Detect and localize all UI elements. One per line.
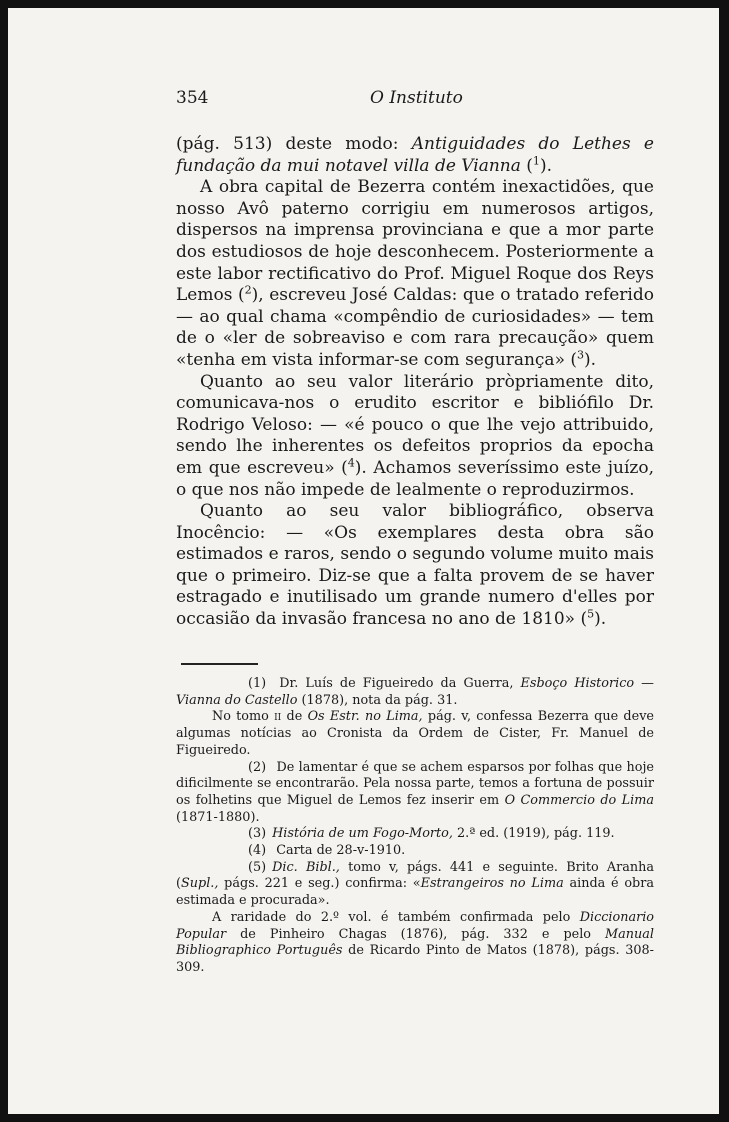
footnote-number: (1)	[248, 676, 267, 691]
footnote-number: (5)	[248, 859, 267, 875]
cited-title: Antiguidades do Lethes e fundação da mui notavel villa de Vianna	[176, 134, 654, 176]
footnote-ref: 5	[587, 607, 595, 621]
paragraph-3: Quanto ao seu valor literário pròpriamente dito, comunicava-nos o erudito escritor e bibliófilo Dr. Rodrigo Veloso: — «é pouco o que lhe vejo attribuido, sendo lhe inherentes os defeitos proprios da epocha em que escreveu» ($^4$). Achamos severíssimo este juízo, o que nos não impede de lealmente o reproduzirmos.	[176, 371, 654, 500]
footnote-number: (3)	[248, 826, 267, 842]
footnote-divider	[181, 663, 258, 665]
footnote-1: (1) Dr. Luís de Figueiredo da Guerra, Esboço Historico — Vianna do Castello (1878), nota da pág. 31.	[176, 676, 654, 708]
footnote-number: (2)	[248, 759, 267, 775]
footnote-4: (4) Carta de 28-v-1910.	[176, 843, 654, 860]
footnote-5: (5) Dic. Bibl., tomo v, págs. 441 e seguinte. Brito Aranha (Supl., págs. 221 e seg.) confirma: «Estrangeiros no Lima ainda é obra estimada e procurada».	[176, 859, 654, 909]
footnote-2: (2) De lamentar é que se achem esparsos por folhas que hoje dificilmente se encontrarão. Pela nossa parte, temos a fortuna de possuir os folhetins que Miguel de Lemos fez inserir em O Commercio do Lima (1871-1880).	[176, 759, 654, 825]
footnote-ref: 4	[347, 456, 355, 470]
footnote-1-continued: No tomo ii de Os Estr. no Lima, pág. v, confessa Bezerra que deve algumas notícias ao Cronista da Ordem de Cister, Fr. Manuel de Figueiredo.	[176, 709, 654, 758]
footnote-number: (4)	[248, 843, 267, 859]
page-header	[8, 88, 719, 118]
running-title: O Instituto	[370, 88, 463, 108]
book-page	[8, 8, 719, 1114]
paragraph-1: (pág. 513) deste modo: Antiguidades do Lethes e fundação da mui notavel villa de Vianna ($^1$).	[176, 134, 654, 176]
footnote-3: (3) História de um Fogo-Morto, 2.ª ed. (1919), pág. 119.	[176, 826, 654, 843]
footnote-ref: 1	[532, 153, 540, 167]
main-text	[176, 134, 654, 631]
page-number: 354	[176, 88, 209, 108]
paragraph-4: Quanto ao seu valor bibliográfico, observa Inocêncio: — «Os exemplares desta obra são estimados e raros, sendo o segundo volume muito mais que o primeiro. Diz-se que a falta provem de se haver estragado e inutilisado um grande numero d'elles por occasião da invasão francesa no ano de 1810» ($^5$).	[176, 501, 654, 630]
footnote-ref: 3	[577, 348, 585, 362]
footnote-5-continued: A raridade do 2.º vol. é também confirmada pelo Diccionario Popular de Pinheiro Chagas (1876), pág. 332 e pelo Manual Bibliographico Português de Ricardo Pinto de Matos (1878), págs. 308-309.	[176, 909, 654, 975]
paragraph-2: A obra capital de Bezerra contém inexactidões, que nosso Avô paterno corrigiu em numerosos artigos, dispersos na imprensa provinciana e que a mor parte dos estudiosos de hoje desconhecem. Posteriormente a este labor rectificativo do Prof. Miguel Roque dos Reys Lemos ($^2$), escreveu José Caldas: que o tratado referido — ao qual chama «compêndio de curiosidades» — tem de o «ler de sobreaviso e com rara precaução» quem «tenha em vista informar-se com segurança» ($^3$).	[176, 177, 654, 370]
footnotes	[176, 676, 654, 977]
footnote-ref: 2	[244, 283, 252, 297]
